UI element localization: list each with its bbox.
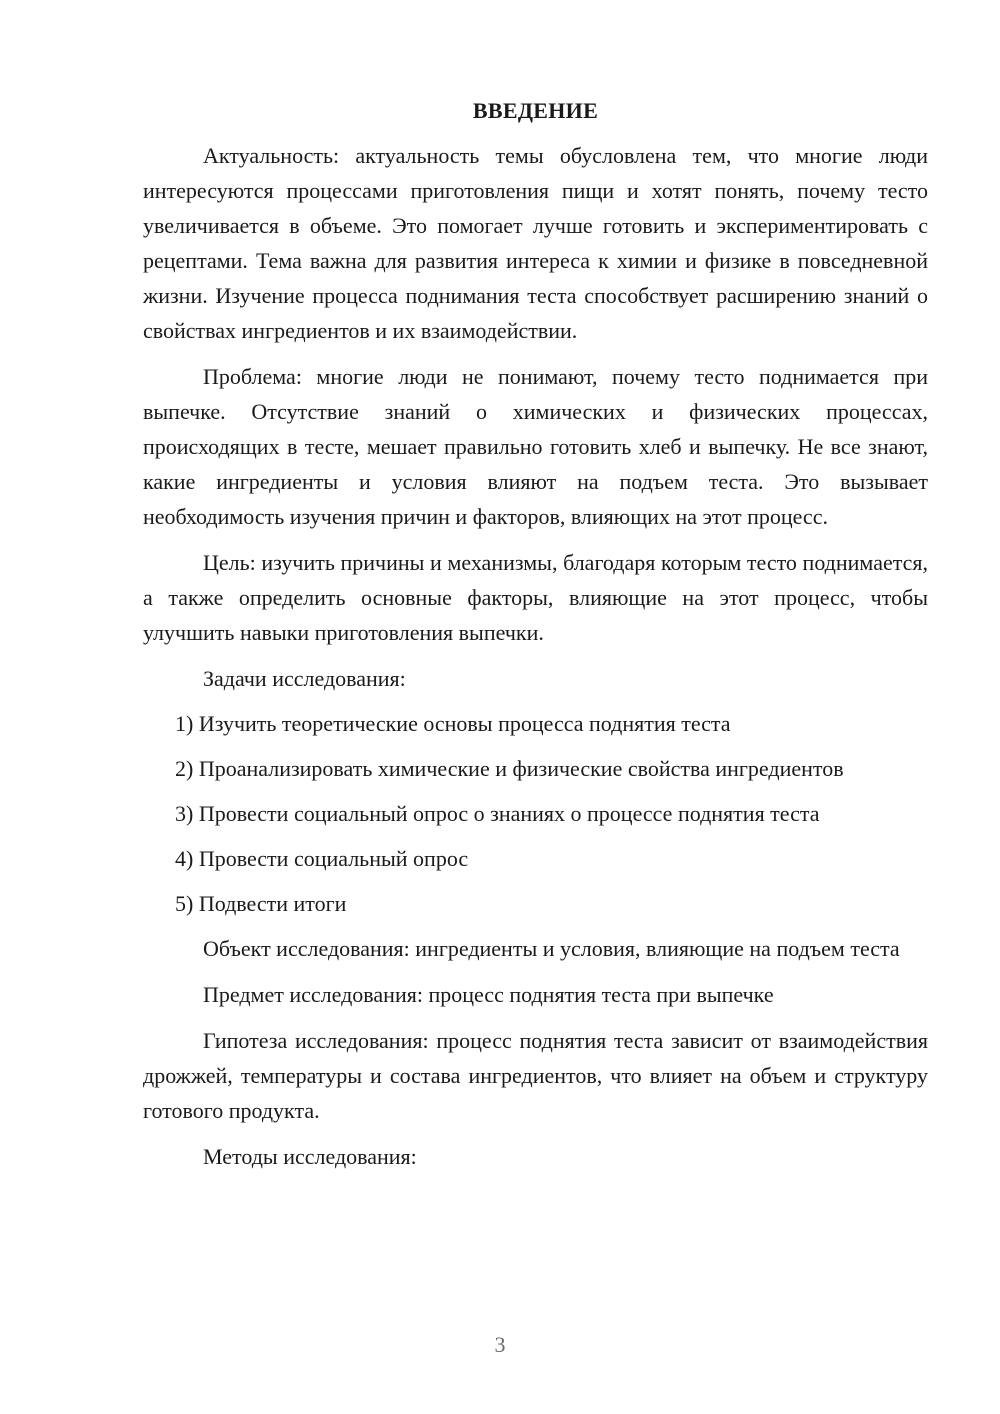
section-heading: ВВЕДЕНИЕ	[472, 98, 599, 123]
list-item: 1) Изучить теоретические основы процесса поднятия теста	[175, 711, 731, 736]
methods-title: Методы исследования:	[203, 1144, 417, 1169]
relevance-paragraph: Актуальность: актуальность темы обусловлена тем, что многие люди интересуются процессами приготовления пищи и хотят понять, почему тесто увеличивается в объеме. Это помогает лучше готовить и экспериментировать с рецептами. Тема важна для развития интереса к химии и физике в повседневной жизни. Изучение процесса поднимания теста способствует расширению знаний о свойствах ингредиентов и их взаимодействии.	[143, 143, 928, 343]
page-number: 3	[494, 1332, 506, 1357]
goal-paragraph: Цель: изучить причины и механизмы, благодаря которым тесто поднимается, а также определить основные факторы, влияющие на этот процесс, чтобы улучшить навыки приготовления выпечки.	[143, 550, 928, 645]
problem-paragraph: Проблема: многие люди не понимают, почему тесто поднимается при выпечке. Отсутствие знаний о химических и физических процессах, происходящих в тесте, мешает правильно готовить хлеб и выпечку. Не все знают, какие ингредиенты и условия влияют на подъем теста. Это вызывает необходимость изучения причин и факторов, влияющих на этот процесс.	[143, 364, 928, 529]
list-item: 4) Провести социальный опрос	[175, 846, 469, 871]
object-paragraph: Объект исследования: ингредиенты и условия, влияющие на подъем теста	[203, 936, 900, 961]
document-page	[143, 96, 928, 1184]
tasks-list	[143, 706, 928, 921]
list-item: 5) Подвести итоги	[175, 891, 347, 916]
tasks-title: Задачи исследования:	[203, 666, 406, 691]
subject-paragraph: Предмет исследования: процесс поднятия теста при выпечке	[203, 982, 774, 1007]
list-item: 3) Провести социальный опрос о знаниях о процессе поднятия теста	[175, 801, 820, 826]
hypothesis-paragraph: Гипотеза исследования: процесс поднятия теста зависит от взаимодействия дрожжей, температуры и состава ингредиентов, что влияет на объем и структуру готового продукта.	[143, 1028, 928, 1123]
list-item: 2) Проанализировать химические и физические свойства ингредиентов	[175, 756, 844, 781]
